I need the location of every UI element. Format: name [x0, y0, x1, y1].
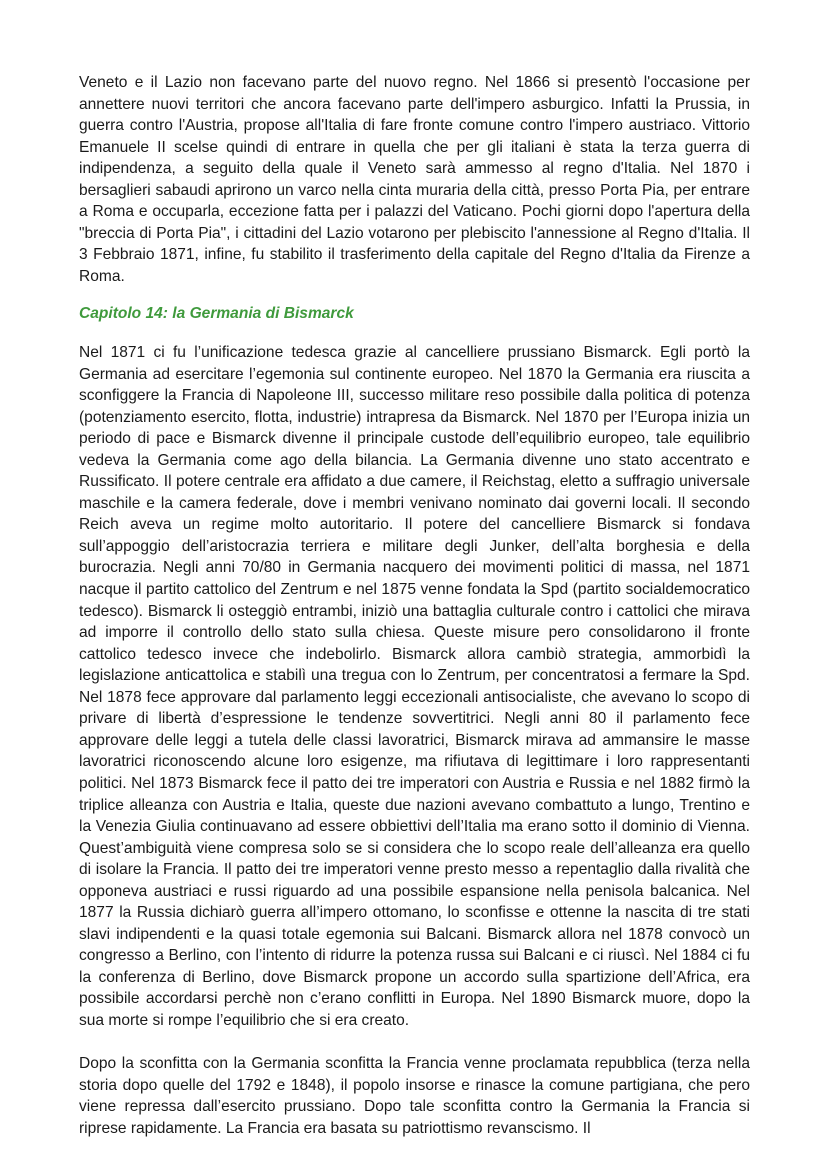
chapter-paragraph: Dopo la sconfitta con la Germania sconfitta la Francia venne proclamata repubblica (terza nella storia dopo quelle del 1792 e 1848), il popolo insorse e rinasce la comune partigiana, che pero viene repressa dall’esercito prussiano. Dopo tale sconfitta contro la Germania la Francia si riprese rapidamente. La Francia era basata su patriottismo revanscismo. Il — [79, 1055, 750, 1137]
intro-paragraph: Veneto e il Lazio non facevano parte del nuovo regno. Nel 1866 si presentò l'occasione per annettere nuovi territori che ancora facevano parte dell'impero asburgico. Infatti la Prussia, in guerra contro l'Austria, propose all'Italia di fare fronte comune contro l'impero austriaco. Vittorio Emanuele II scelse quindi di entrare in quella che per gli italiani è stata la terza guerra di indipendenza, a seguito della quale il Veneto sarà ammesso al regno d'Italia. Nel 1870 i bersaglieri sabaudi aprirono un varco nella cinta muraria della città, presso Porta Pia, per entrare a Roma e occuparla, eccezione fatta per i palazzi del Vaticano. Pochi giorni dopo l'apertura della "breccia di Porta Pia", i cittadini del Lazio votarono per plebiscito l'annessione al Regno d'Italia. Il 3 Febbraio 1871, infine, fu stabilito il trasferimento della capitale del Regno d'Italia da Firenze a Roma. — [79, 74, 750, 285]
chapter-title: Capitolo 14: la Germania di Bismarck — [79, 305, 354, 323]
document-page — [79, 72, 750, 1139]
chapter-paragraph: Nel 1871 ci fu l’unificazione tedesca grazie al cancelliere prussiano Bismarck. Egli portò la Germania ad esercitare l’egemonia sul continente europeo. Nel 1870 la Germania era riuscita a sconfiggere la Francia di Napoleone III, successo militare reso possibile dalla politica di potenza (potenziamento esercito, flotta, industrie) intrapresa da Bismarck. Nel 1870 per l’Europa inizia un periodo di pace e Bismarck divenne il principale custode dell’equilibrio europeo, tale equilibrio vedeva la Germania come ago della bilancia. La Germania divenne uno stato accentrato e Russificato. Il potere centrale era affidato a due camere, il Reichstag, eletto a suffragio universale maschile e la camera federale, dove i membri venivano nominato dai governi locali. Il secondo Reich aveva un regime molto autoritario. Il potere del cancelliere Bismarck si fondava sull’appoggio dell’aristocrazia terriera e militare degli Junker, dell’alta borghesia e della burocrazia. Negli anni 70/80 in Germania nacquero dei movimenti politici di massa, nel 1871 nacque il partito cattolico del Zentrum e nel 1875 venne fondata la Spd (partito socialdemocratico tedesco). Bismarck li osteggiò entrambi, iniziò una battaglia culturale contro i cattolici che mirava ad imporre il controllo dello stato sulla chiesa. Queste misure pero consolidarono il fronte cattolico tedesco invece che indebolirlo. Bismarck allora cambiò strategia, ammorbidì la legislazione anticattolica e stabilì una tregua con lo Zentrum, per concentratosi a fermare la Spd. Nel 1878 fece approvare dal parlamento leggi eccezionali antisocialiste, che avevano lo scopo di privare di libertà d’espressione le tendenze sovvertitrici. Negli anni 80 il parlamento fece approvare delle leggi a tutela delle classi lavoratrici, Bismarck mirava ad ammansire le masse lavoratrici riconoscendo alcune loro esigenze, ma rifiutava di legittimare i loro rappresentanti politici. Nel 1873 Bismarck fece il patto dei tre imperatori con Austria e Russia e nel 1882 firmò la triplice alleanza con Austria e Italia, queste due nazioni avevano combattuto a lungo, Trentino e la Venezia Giulia continuavano ad essere obbiettivi dell’Italia ma erano sotto il dominio di Vienna. Quest’ambiguità viene compresa solo se si considera che lo scopo reale dell’alleanza era quello di isolare la Francia. Il patto dei tre imperatori venne presto messo a repentaglio dalla rivalità che opponeva austriaci e russi riguardo ad una possibile espansione nella penisola balcanica. Nel 1877 la Russia dichiarò guerra all’impero ottomano, lo sconfisse e ottenne la nascita di tre stati slavi indipendenti e la quasi totale egemonia sui Balcani. Bismarck allora nel 1878 convocò un congresso a Berlino, con l’intento di ridurre la potenza russa sui Balcani e ci riuscì. Nel 1884 ci fu la conferenza di Berlino, dove Bismarck propone un accordo sulla spartizione dell’Africa, era possibile accordarsi perchè non c’erano conflitti in Europa. Nel 1890 Bismarck muore, dopo la sua morte si rompe l’equilibrio che si era creato. — [79, 344, 750, 1029]
